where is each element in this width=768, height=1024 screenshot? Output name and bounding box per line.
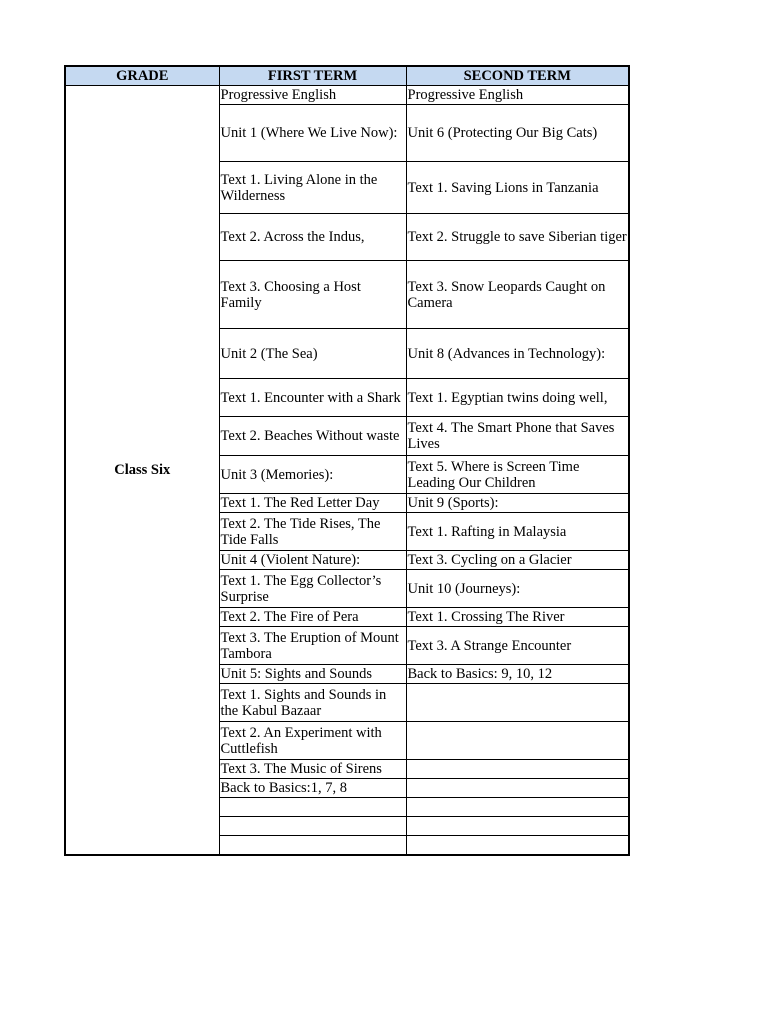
table-row bbox=[65, 86, 629, 105]
header-row bbox=[65, 66, 629, 86]
second-term-cell bbox=[406, 817, 629, 836]
second-term-cell: Text 3. Snow Leopards Caught on Camera bbox=[406, 261, 629, 329]
first-term-cell bbox=[219, 817, 406, 836]
first-term-cell: Text 1. Living Alone in the Wilderness bbox=[219, 162, 406, 214]
second-term-cell: Text 4. The Smart Phone that Saves Lives bbox=[406, 417, 629, 456]
first-term-cell: Unit 5: Sights and Sounds bbox=[219, 665, 406, 684]
second-term-cell bbox=[406, 798, 629, 817]
first-term-cell: Text 2. An Experiment with Cuttlefish bbox=[219, 722, 406, 760]
second-term-cell: Text 3. A Strange Encounter bbox=[406, 627, 629, 665]
second-term-cell: Text 1. Egyptian twins doing well, bbox=[406, 379, 629, 417]
second-term-cell: Text 1. Crossing The River bbox=[406, 608, 629, 627]
first-term-cell: Progressive English bbox=[219, 86, 406, 105]
second-term-cell: Unit 9 (Sports): bbox=[406, 494, 629, 513]
second-term-cell: Back to Basics: 9, 10, 12 bbox=[406, 665, 629, 684]
first-term-cell: Text 1. The Egg Collector’s Surprise bbox=[219, 570, 406, 608]
first-term-cell: Text 3. The Eruption of Mount Tambora bbox=[219, 627, 406, 665]
first-term-cell: Text 2. Across the Indus, bbox=[219, 214, 406, 261]
header-grade: GRADE bbox=[65, 66, 219, 86]
second-term-cell: Text 1. Rafting in Malaysia bbox=[406, 513, 629, 551]
first-term-cell: Unit 1 (Where We Live Now): bbox=[219, 105, 406, 162]
second-term-cell: Text 3. Cycling on a Glacier bbox=[406, 551, 629, 570]
first-term-cell: Unit 3 (Memories): bbox=[219, 456, 406, 494]
table-body bbox=[65, 86, 629, 855]
second-term-cell: Unit 8 (Advances in Technology): bbox=[406, 329, 629, 379]
first-term-cell: Text 3. Choosing a Host Family bbox=[219, 261, 406, 329]
header-first-term: FIRST TERM bbox=[219, 66, 406, 86]
first-term-cell: Text 2. The Tide Rises, The Tide Falls bbox=[219, 513, 406, 551]
header-second-term: SECOND TERM bbox=[406, 66, 629, 86]
second-term-cell: Text 5. Where is Screen Time Leading Our Children bbox=[406, 456, 629, 494]
first-term-cell: Text 2. The Fire of Pera bbox=[219, 608, 406, 627]
first-term-cell: Text 3. The Music of Sirens bbox=[219, 760, 406, 779]
first-term-cell bbox=[219, 836, 406, 855]
second-term-cell: Text 1. Saving Lions in Tanzania bbox=[406, 162, 629, 214]
second-term-cell bbox=[406, 722, 629, 760]
first-term-cell bbox=[219, 798, 406, 817]
second-term-cell: Unit 6 (Protecting Our Big Cats) bbox=[406, 105, 629, 162]
second-term-cell: Text 2. Struggle to save Siberian tiger bbox=[406, 214, 629, 261]
first-term-cell: Text 1. Encounter with a Shark bbox=[219, 379, 406, 417]
first-term-cell: Text 1. Sights and Sounds in the Kabul Bazaar bbox=[219, 684, 406, 722]
syllabus-table bbox=[64, 65, 630, 856]
second-term-cell: Progressive English bbox=[406, 86, 629, 105]
second-term-cell bbox=[406, 836, 629, 855]
first-term-cell: Text 1. The Red Letter Day bbox=[219, 494, 406, 513]
second-term-cell: Unit 10 (Journeys): bbox=[406, 570, 629, 608]
second-term-cell bbox=[406, 684, 629, 722]
grade-cell: Class Six bbox=[65, 86, 219, 855]
first-term-cell: Unit 4 (Violent Nature): bbox=[219, 551, 406, 570]
first-term-cell: Text 2. Beaches Without waste bbox=[219, 417, 406, 456]
first-term-cell: Unit 2 (The Sea) bbox=[219, 329, 406, 379]
second-term-cell bbox=[406, 779, 629, 798]
second-term-cell bbox=[406, 760, 629, 779]
first-term-cell: Back to Basics:1, 7, 8 bbox=[219, 779, 406, 798]
